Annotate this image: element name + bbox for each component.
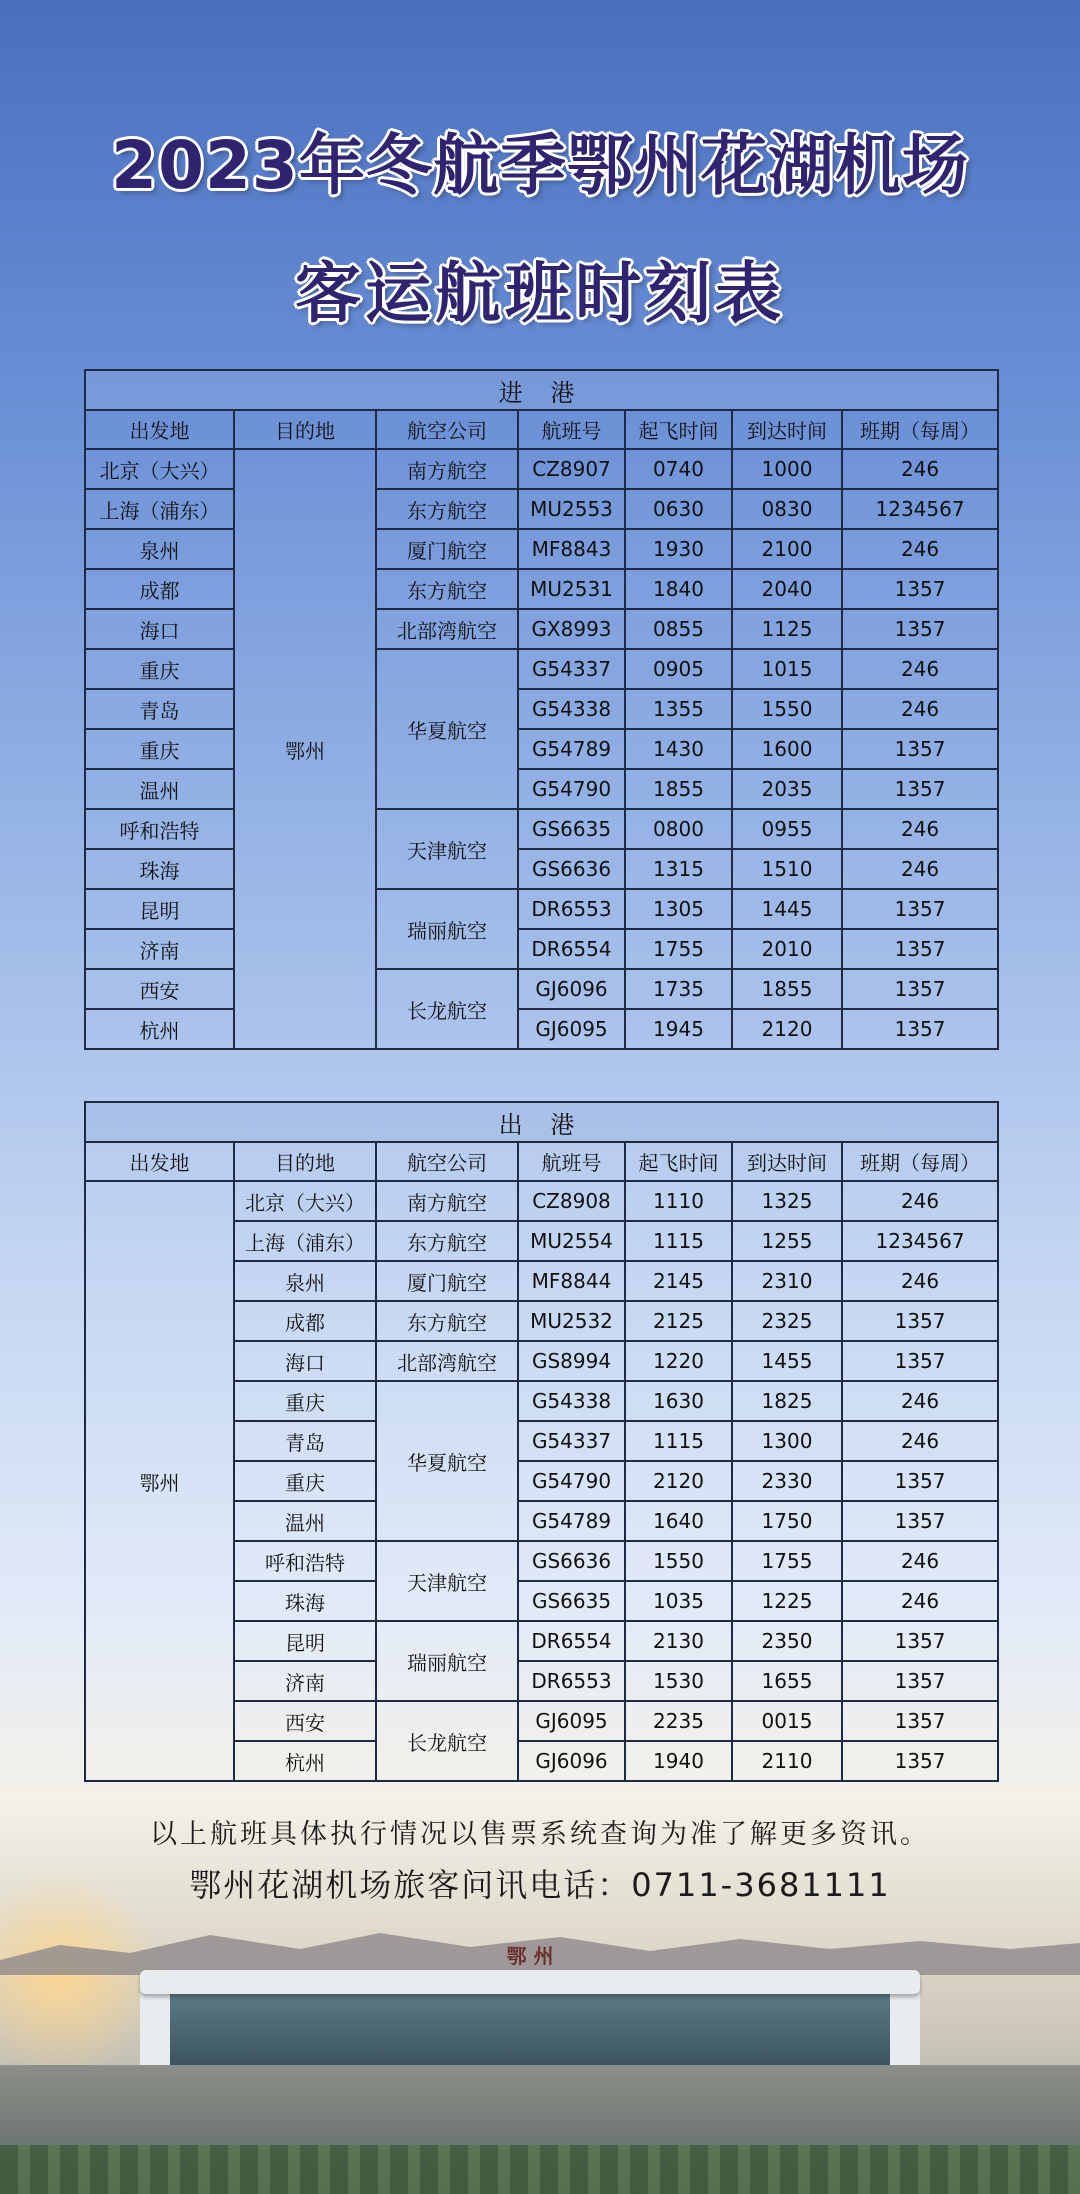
footer-note: 以上航班具体执行情况以售票系统查询为准了解更多资讯。 [150,1819,930,1850]
arrival-time: 1825 [732,1381,842,1421]
flight-number: DR6553 [518,1661,625,1701]
departure-time: 1430 [625,729,732,769]
column-header-weekly-schedule: 班期（每周） [842,410,998,449]
column-header-airline: 航空公司 [376,1142,518,1181]
origin-city: 海口 [85,609,234,649]
departure-time: 0905 [625,649,732,689]
arrival-time: 2110 [732,1741,842,1781]
destination-city: 泉州 [234,1261,376,1301]
weekly-schedule: 246 [842,449,998,489]
airline-name: 北部湾航空 [376,1341,518,1381]
weekly-schedule: 1357 [842,1341,998,1381]
flight-number: MU2532 [518,1301,625,1341]
flight-number: G54789 [518,729,625,769]
origin-city: 昆明 [85,889,234,929]
origin-city: 泉州 [85,529,234,569]
weekly-schedule: 246 [842,1421,998,1461]
departure-time: 1115 [625,1421,732,1461]
table-row [85,489,998,529]
weekly-schedule: 1357 [842,1501,998,1541]
destination-city: 呼和浩特 [234,1541,376,1581]
arrival-time: 0955 [732,809,842,849]
arrival-time: 1015 [732,649,842,689]
footer-hotline: 鄂州花湖机场旅客问讯电话：0711-3681111 [189,1866,891,1904]
airline-name: 华夏航空 [376,649,518,809]
arrival-time: 1755 [732,1541,842,1581]
origin-city: 重庆 [85,649,234,689]
origin-city: 杭州 [85,1009,234,1049]
weekly-schedule: 1357 [842,969,998,1009]
arrival-time: 1325 [732,1181,842,1221]
table-row [85,849,998,889]
weekly-schedule: 1357 [842,609,998,649]
arrival-time: 2325 [732,1301,842,1341]
departure-time: 0740 [625,449,732,489]
arrival-time: 1455 [732,1341,842,1381]
table-row [85,1181,998,1221]
column-header-destination: 目的地 [234,410,376,449]
weekly-schedule: 1357 [842,889,998,929]
destination-city: 海口 [234,1341,376,1381]
departure-time: 1630 [625,1381,732,1421]
tree-line [0,2145,1080,2194]
origin-city: 呼和浩特 [85,809,234,849]
arrival-time: 0830 [732,489,842,529]
airline-name: 厦门航空 [376,1261,518,1301]
arrival-time: 1225 [732,1581,842,1621]
airline-name: 瑞丽航空 [376,1621,518,1701]
section-label: 进 港 [85,370,998,410]
arrival-time: 1300 [732,1421,842,1461]
weekly-schedule: 1357 [842,1661,998,1701]
departure-time: 1945 [625,1009,732,1049]
section-header-row [85,370,998,410]
arrival-time: 0015 [732,1701,842,1741]
departure-time: 0855 [625,609,732,649]
arrival-time: 1655 [732,1661,842,1701]
departure-time: 1840 [625,569,732,609]
weekly-schedule: 1357 [842,1741,998,1781]
weekly-schedule: 1357 [842,769,998,809]
arrival-time: 2330 [732,1461,842,1501]
departure-time: 1930 [625,529,732,569]
airline-name: 东方航空 [376,569,518,609]
column-header-departure-time: 起飞时间 [625,410,732,449]
arrival-time: 1000 [732,449,842,489]
section-label: 出 港 [85,1102,998,1142]
flight-number: MU2553 [518,489,625,529]
flight-number: MU2554 [518,1221,625,1261]
weekly-schedule: 246 [842,649,998,689]
weekly-schedule: 1357 [842,1701,998,1741]
flight-number: GS8994 [518,1341,625,1381]
arrival-time: 1750 [732,1501,842,1541]
departure-time: 2120 [625,1461,732,1501]
arrival-time: 1855 [732,969,842,1009]
weekly-schedule: 1234567 [842,489,998,529]
departure-time: 1355 [625,689,732,729]
column-header-departure-time: 起飞时间 [625,1142,732,1181]
table-row [85,969,998,1009]
arrival-time: 1550 [732,689,842,729]
table-row [85,609,998,649]
destination-city: 西安 [234,1701,376,1741]
destination-city: 成都 [234,1301,376,1341]
weekly-schedule: 246 [842,529,998,569]
departure-time: 1640 [625,1501,732,1541]
flight-number: GJ6096 [518,1741,625,1781]
table-row [85,529,998,569]
airline-name: 厦门航空 [376,529,518,569]
terminal-roof [140,1970,920,1994]
table-row [85,689,998,729]
airline-name: 北部湾航空 [376,609,518,649]
destination-city: 温州 [234,1501,376,1541]
destination-city: 青岛 [234,1421,376,1461]
origin-city: 西安 [85,969,234,1009]
weekly-schedule: 1357 [842,1009,998,1049]
table-row [85,649,998,689]
airline-name: 瑞丽航空 [376,889,518,969]
departure-time: 1110 [625,1181,732,1221]
airline-name: 东方航空 [376,489,518,529]
column-header-flight-number: 航班号 [518,410,625,449]
table-row [85,569,998,609]
departures-table [84,1101,999,1782]
flight-number: G54789 [518,1501,625,1541]
origin-city: 成都 [85,569,234,609]
departure-time: 1735 [625,969,732,1009]
airline-name: 东方航空 [376,1301,518,1341]
flight-number: GS6636 [518,849,625,889]
departure-time: 1940 [625,1741,732,1781]
flight-number: GJ6096 [518,969,625,1009]
arrival-time: 1600 [732,729,842,769]
airline-name: 长龙航空 [376,1701,518,1781]
arrival-time: 2350 [732,1621,842,1661]
flight-number: GS6636 [518,1541,625,1581]
arrival-time: 2310 [732,1261,842,1301]
origin-city: 重庆 [85,729,234,769]
weekly-schedule: 1357 [842,569,998,609]
weekly-schedule: 1357 [842,1461,998,1501]
table-row [85,1009,998,1049]
column-header-weekly-schedule: 班期（每周） [842,1142,998,1181]
section-header-row [85,1102,998,1142]
terminal-photo [0,1905,1080,2194]
weekly-schedule: 246 [842,809,998,849]
departure-time: 0630 [625,489,732,529]
flight-number: DR6554 [518,1621,625,1661]
departure-time: 1855 [625,769,732,809]
departure-time: 2235 [625,1701,732,1741]
flight-number: GS6635 [518,809,625,849]
arrival-time: 2035 [732,769,842,809]
flight-number: GX8993 [518,609,625,649]
table-row [85,929,998,969]
flight-number: G54337 [518,1421,625,1461]
poster-title-line2: 客运航班时刻表 [295,255,785,332]
arrival-time: 2040 [732,569,842,609]
destination-city: 昆明 [234,1621,376,1661]
departure-time: 1550 [625,1541,732,1581]
departure-time: 2130 [625,1621,732,1661]
table-row [85,809,998,849]
terminal-sign: 鄂 州 [506,1944,554,1968]
destination-city: 重庆 [234,1461,376,1501]
departure-time: 1220 [625,1341,732,1381]
weekly-schedule: 1357 [842,1301,998,1341]
airline-name: 南方航空 [376,449,518,489]
flight-number: CZ8907 [518,449,625,489]
origin-city: 济南 [85,929,234,969]
origin-city: 北京（大兴） [85,449,234,489]
departure-time: 2145 [625,1261,732,1301]
destination-city: 杭州 [234,1741,376,1781]
airline-name: 南方航空 [376,1181,518,1221]
destination-city: 济南 [234,1661,376,1701]
flight-number: GJ6095 [518,1701,625,1741]
flight-number: G54338 [518,689,625,729]
flight-number: G54790 [518,769,625,809]
airline-name: 华夏航空 [376,1381,518,1541]
departure-time: 1315 [625,849,732,889]
table-row [85,449,998,489]
weekly-schedule: 1357 [842,729,998,769]
departure-time: 1755 [625,929,732,969]
origin-city: 上海（浦东） [85,489,234,529]
arrival-time: 1255 [732,1221,842,1261]
column-header-flight-number: 航班号 [518,1142,625,1181]
flight-number: G54338 [518,1381,625,1421]
flight-number: MF8843 [518,529,625,569]
weekly-schedule: 246 [842,849,998,889]
airline-name: 天津航空 [376,809,518,889]
column-header-row [85,1142,998,1181]
flight-number: GJ6095 [518,1009,625,1049]
arrival-time: 2010 [732,929,842,969]
departure-time: 1035 [625,1581,732,1621]
airline-name: 东方航空 [376,1221,518,1261]
arrival-time: 1445 [732,889,842,929]
destination-city: 上海（浦东） [234,1221,376,1261]
column-header-arrival-time: 到达时间 [732,410,842,449]
column-header-arrival-time: 到达时间 [732,1142,842,1181]
arrival-time: 2100 [732,529,842,569]
origin-city: 青岛 [85,689,234,729]
flight-number: MF8844 [518,1261,625,1301]
airline-name: 天津航空 [376,1541,518,1621]
flight-number: G54790 [518,1461,625,1501]
column-header-row [85,410,998,449]
column-header-origin: 出发地 [85,410,234,449]
origin-city: 珠海 [85,849,234,889]
destination-city: 北京（大兴） [234,1181,376,1221]
arrival-time: 2120 [732,1009,842,1049]
weekly-schedule: 1357 [842,929,998,969]
arrival-time: 1510 [732,849,842,889]
flight-number: G54337 [518,649,625,689]
flight-number: MU2531 [518,569,625,609]
flight-number: GS6635 [518,1581,625,1621]
departure-time: 1530 [625,1661,732,1701]
weekly-schedule: 246 [842,1541,998,1581]
column-header-destination: 目的地 [234,1142,376,1181]
terminal-glass-facade [170,1993,890,2065]
flight-number: DR6554 [518,929,625,969]
departure-time: 2125 [625,1301,732,1341]
origin-city: 鄂州 [85,1181,234,1781]
weekly-schedule: 246 [842,689,998,729]
weekly-schedule: 246 [842,1181,998,1221]
flight-number: CZ8908 [518,1181,625,1221]
weekly-schedule: 246 [842,1261,998,1301]
table-row [85,769,998,809]
arrival-time: 1125 [732,609,842,649]
flight-number: DR6553 [518,889,625,929]
weekly-schedule: 246 [842,1581,998,1621]
table-row [85,889,998,929]
weekly-schedule: 1357 [842,1621,998,1661]
departure-time: 0800 [625,809,732,849]
departure-time: 1305 [625,889,732,929]
destination-city: 鄂州 [234,449,376,1049]
origin-city: 温州 [85,769,234,809]
destination-city: 珠海 [234,1581,376,1621]
poster-title-line1: 2023年冬航季鄂州花湖机场 [111,127,969,204]
weekly-schedule: 1234567 [842,1221,998,1261]
column-header-airline: 航空公司 [376,410,518,449]
destination-city: 重庆 [234,1381,376,1421]
departure-time: 1115 [625,1221,732,1261]
table-row [85,729,998,769]
weekly-schedule: 246 [842,1381,998,1421]
column-header-origin: 出发地 [85,1142,234,1181]
arrivals-table [84,369,999,1050]
airline-name: 长龙航空 [376,969,518,1049]
